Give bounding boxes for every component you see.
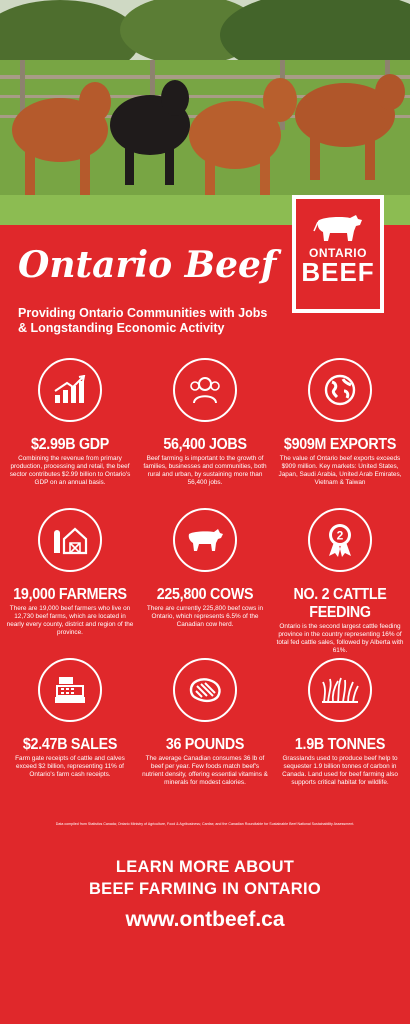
stat-cows xyxy=(139,508,271,629)
stat-value: 36 POUNDS xyxy=(165,736,245,753)
stat-pounds xyxy=(139,658,271,787)
stat-value: $2.99B GDP xyxy=(30,436,110,453)
logo-text-beef: BEEF xyxy=(301,257,375,287)
stat-description: Grasslands used to produce beef help to sequester 1.9 billion tonnes of carbon in Canada. Land used for beef farming also supports critical habitat for wildlife. xyxy=(282,755,398,786)
stat-value: 1.9B TONNES xyxy=(294,736,386,753)
cash-register-icon xyxy=(38,658,102,722)
stat-sales xyxy=(4,658,136,779)
stat-value: 56,400 JOBS xyxy=(163,436,247,453)
data-sources: Data compiled from Statistics Canada; Ontario Ministry of Agriculture, Food & Agribusiness; Canfax; and the Canadian Roundtable for Sustainable Beef National Sustainability Assessment. xyxy=(55,822,355,826)
stat-value: 225,800 COWS xyxy=(156,586,254,603)
stat-value: $909M EXPORTS xyxy=(283,436,397,453)
cattle-photo xyxy=(0,0,410,225)
stat-cattle-feeding xyxy=(274,508,406,655)
page-subtitle: Providing Ontario Communities with Jobs & Longstanding Economic Activity xyxy=(18,306,268,335)
stat-value: 19,000 FARMERS xyxy=(13,586,127,603)
stat-description: Combining the revenue from primary production, processing and retail, the beef sector contributes $2.99 billion to Ontario's GDP on an annual basis. xyxy=(9,455,131,486)
globe-icon xyxy=(308,358,372,422)
stat-description: The average Canadian consumes 36 lb of beef per year. Few foods match beef's nutrient density, offering essential vitamins & minerals for modest calories. xyxy=(142,755,268,786)
cta-line-1: LEARN MORE ABOUT xyxy=(115,858,295,876)
stat-description: The value of Ontario beef exports exceeds $909 million. Key markets: United States, Japan, Saudi Arabia, United Arab Emirates, Vietnam & Taiwan xyxy=(278,455,402,486)
stat-jobs xyxy=(139,358,271,487)
stat-gdp xyxy=(4,358,136,487)
stat-description: Ontario is the second largest cattle feeding province in the country representing 16% of total fed cattle sales, followed by Alberta with 61%. xyxy=(276,623,404,654)
logo-text-ontario: ONTARIO xyxy=(309,246,367,260)
cattle-illustration xyxy=(0,0,410,225)
grass-icon xyxy=(308,658,372,722)
cta-line-2: BEEF FARMING IN ONTARIO xyxy=(88,880,322,898)
website-link[interactable]: www.ontbeef.ca xyxy=(125,908,285,931)
stat-description: Beef farming is important to the growth of families, businesses and communities, both rural and urban, by sustaining more than 56,400 jobs. xyxy=(143,455,267,486)
stat-farmers xyxy=(4,508,136,637)
stat-description: There are 19,000 beef farmers who live on 12,730 beef farms, which are located in nearly every county, district and region of the province. xyxy=(6,605,134,636)
stat-value: $2.47B SALES xyxy=(22,736,118,753)
stat-description: There are currently 225,800 beef cows in Ontario, which represents 6.5% of the Canadian cow herd. xyxy=(146,605,264,628)
call-to-action xyxy=(0,856,410,934)
ontario-beef-logo xyxy=(292,195,384,313)
stat-exports xyxy=(274,358,406,487)
steak-icon xyxy=(173,658,237,722)
ribbon-icon xyxy=(308,508,372,572)
cow-logo-icon xyxy=(312,211,364,243)
stat-description: Farm gate receipts of cattle and calves exceed $2 billion, representing 11% of Ontario's farm cash receipts. xyxy=(15,755,125,778)
stat-value: NO. 2 CATTLE FEEDING xyxy=(293,586,387,621)
chart-growth-icon xyxy=(38,358,102,422)
stat-carbon xyxy=(274,658,406,787)
ribbon-number: 2 xyxy=(336,528,344,543)
people-icon xyxy=(173,358,237,422)
page-title: Ontario Beef xyxy=(18,244,277,286)
cow-icon xyxy=(173,508,237,572)
barn-icon xyxy=(38,508,102,572)
